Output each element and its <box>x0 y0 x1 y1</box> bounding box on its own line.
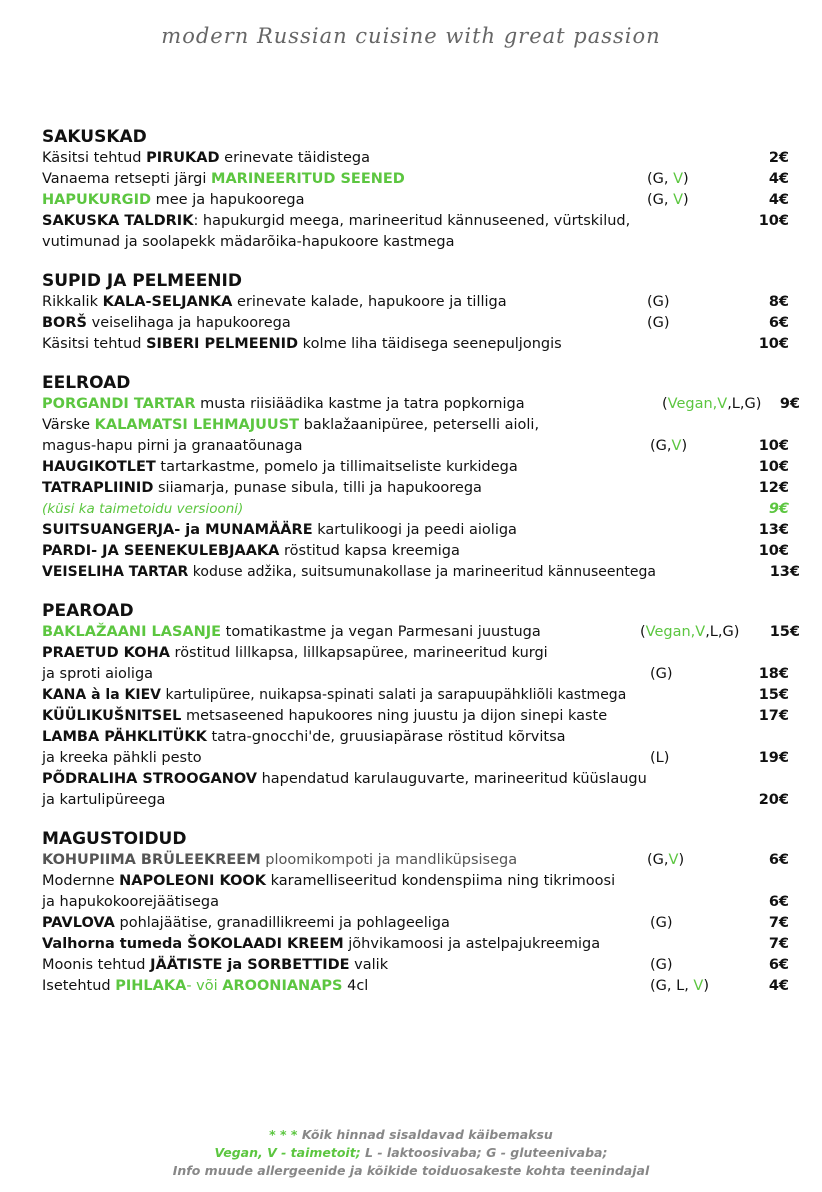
item-description: erinevate kalade, hapukoore ja tilliga <box>232 294 507 310</box>
item-description: musta riisiäädika kastme ja tatra popkorniga <box>195 396 525 412</box>
menu-item-continuation <box>42 436 802 457</box>
item-description: hapendatud karulauguvarte, marineeritud küüslaugu <box>257 771 647 787</box>
item-name: BORŠ <box>42 315 87 331</box>
menu-item-note <box>42 499 802 520</box>
item-description: 4cl <box>342 978 369 994</box>
tag-text: ) <box>678 852 685 868</box>
item-description: tartarkastme, pomelo ja tillimaitseliste kurkidega <box>155 459 518 475</box>
item-description: tatra-gnocchi'de, gruusiapärase röstitud kõrvitsa <box>206 729 566 745</box>
menu-item <box>42 292 802 313</box>
item-name: HAUGIKOTLET <box>42 459 156 475</box>
footer <box>0 1126 822 1180</box>
vat-note: Kõik hinnad sisaldavad käibemaksu <box>297 1127 553 1142</box>
tag-text: ) <box>683 192 689 208</box>
menu-item <box>42 643 802 664</box>
menu-item <box>42 706 802 727</box>
footer-line-legend <box>0 1144 822 1162</box>
section-title: EELROAD <box>42 373 131 393</box>
item-description: erinevate täidistega <box>219 150 370 166</box>
item-description: metsaseened hapukoores ning juustu ja dijon sinepi kaste <box>181 708 608 724</box>
item-price: 13€ <box>769 564 800 580</box>
tag-text: ) <box>703 978 710 994</box>
tag-text: (G, <box>647 852 669 868</box>
item-price: 7€ <box>768 936 789 952</box>
footer-line-info: Info muude allergeenide ja kõikide toiduosakeste kohta teenindajal <box>172 1163 650 1178</box>
item-name: TATRAPLIINID <box>42 480 154 496</box>
section-sakuskad <box>42 126 802 253</box>
item-prefix: Isetehtud <box>42 978 116 994</box>
item-tags: (G) <box>647 315 670 331</box>
item-name: HAPUKURGID <box>42 192 152 208</box>
item-description: kartulikoogi ja peedi aioliga <box>312 522 517 538</box>
item-name: KANA à la KIEV <box>42 687 162 703</box>
menu-item <box>42 211 802 232</box>
item-price: 4€ <box>768 171 789 187</box>
item-price: 4€ <box>768 978 789 994</box>
tag-vegan: V <box>671 438 682 454</box>
item-price: 20€ <box>758 792 789 808</box>
item-price: 9€ <box>768 501 789 517</box>
menu-item <box>42 415 802 436</box>
item-price: 7€ <box>768 915 789 931</box>
menu-item-continuation <box>42 232 802 253</box>
item-description: ja hapukokoorejäätisega <box>42 894 220 910</box>
menu-item <box>42 850 802 871</box>
tag-vegan: V <box>673 171 684 187</box>
item-tags <box>662 394 761 415</box>
item-price: 12€ <box>758 480 789 496</box>
item-price: 6€ <box>768 852 789 868</box>
tag-text: (G, <box>647 192 674 208</box>
menu-item-continuation <box>42 664 802 685</box>
item-connector: - või <box>186 978 223 994</box>
item-price: 8€ <box>768 294 789 310</box>
menu-item <box>42 313 802 334</box>
item-description: jõhvikamoosi ja astelpajukreemiga <box>343 936 601 952</box>
item-prefix: Rikkalik <box>42 294 103 310</box>
item-price: 15€ <box>758 687 789 703</box>
item-name: VEISELIHA TARTAR <box>42 564 189 580</box>
menu-item <box>42 913 802 934</box>
section-pearoad <box>42 600 802 811</box>
item-description: ploomikompoti ja mandliküpsisega <box>260 852 518 868</box>
item-price: 10€ <box>758 213 789 229</box>
item-name: AROONIANAPS <box>222 978 343 994</box>
menu <box>42 126 802 1014</box>
item-name: PÕDRALIHA STROOGANOV <box>42 771 257 787</box>
item-description: baklažaanipüree, peterselli aioli, <box>299 417 540 433</box>
menu-item <box>42 478 802 499</box>
menu-item <box>42 934 802 955</box>
menu-item <box>42 727 802 748</box>
item-description: mee ja hapukoorega <box>151 192 305 208</box>
menu-item <box>42 562 802 583</box>
section-title: MAGUSTOIDUD <box>42 829 187 849</box>
item-name: NAPOLEONI KOOK <box>119 873 266 889</box>
tag-text: (G, L, <box>650 978 694 994</box>
item-price: 6€ <box>768 957 789 973</box>
section-title: SUPID JA PELMEENID <box>42 271 242 291</box>
item-price: 18€ <box>758 666 789 682</box>
item-tags: (L) <box>650 750 670 766</box>
item-tags <box>650 436 687 457</box>
item-description: ja kreeka pähkli pesto <box>42 750 202 766</box>
item-description: vutimunad ja soolapekk mädarõika-hapukoore kastmega <box>42 234 455 250</box>
tag-text: ( <box>662 396 668 412</box>
tag-vegan: V <box>673 192 684 208</box>
item-description: : hapukurgid meega, marineeritud kännuseened, vürtskilud, <box>193 213 631 229</box>
item-name: SIBERI PELMEENID <box>146 336 299 352</box>
item-tags <box>647 190 689 211</box>
item-name: LAMBA PÄHKLITÜKK <box>42 729 207 745</box>
menu-item <box>42 394 802 415</box>
item-description: veiselihaga ja hapukoorega <box>87 315 291 331</box>
item-tags <box>647 169 689 190</box>
menu-item <box>42 871 802 892</box>
item-price: 9€ <box>779 396 800 412</box>
item-name: MARINEERITUD SEENED <box>211 171 405 187</box>
footer-line-vat <box>0 1126 822 1144</box>
item-name: KÜÜLIKUŠNITSEL <box>42 708 182 724</box>
item-prefix: Käsitsi tehtud <box>42 336 147 352</box>
menu-item <box>42 955 802 976</box>
item-tags <box>640 622 739 643</box>
item-name: SAKUSKA TALDRIK <box>42 213 194 229</box>
item-prefix: Vanaema retsepti järgi <box>42 171 212 187</box>
item-tags: (G) <box>650 666 673 682</box>
item-name: PAVLOVA <box>42 915 115 931</box>
item-price: 13€ <box>758 522 789 538</box>
menu-item-continuation <box>42 790 802 811</box>
item-tags: (G) <box>650 957 673 973</box>
menu-item <box>42 190 802 211</box>
item-description: röstitud lillkapsa, lillkapsapüree, marineeritud kurgi <box>169 645 548 661</box>
section-title: SAKUSKAD <box>42 127 147 147</box>
menu-item <box>42 520 802 541</box>
tag-text: ,L,G) <box>705 624 740 640</box>
item-price: 10€ <box>758 459 789 475</box>
tag-vegan: Vegan,V <box>645 624 706 640</box>
item-name: JÄÄTISTE ja SORBETTIDE <box>150 957 350 973</box>
item-name: PIHLAKA <box>115 978 187 994</box>
tag-text: ,L,G) <box>727 396 762 412</box>
item-price: 2€ <box>768 150 789 166</box>
item-tags: (G) <box>647 294 670 310</box>
item-price: 10€ <box>758 336 789 352</box>
section-title: PEAROAD <box>42 601 134 621</box>
item-name: KALA-SELJANKA <box>102 294 233 310</box>
item-description: siiamarja, punase sibula, tilli ja hapukoorega <box>153 480 482 496</box>
item-description: magus-hapu pirni ja granaatõunaga <box>42 438 303 454</box>
item-prefix: Käsitsi tehtud <box>42 150 147 166</box>
item-description: kartulipüree, nuikapsa-spinati salati ja sarapuupähkliõli kastmega <box>161 687 627 703</box>
legend-allergens: L - laktoosivaba; G - gluteenivaba; <box>365 1145 608 1160</box>
item-description: ja sproti aioliga <box>42 666 154 682</box>
item-tags: (G) <box>650 915 673 931</box>
tag-text: ( <box>640 624 646 640</box>
menu-item <box>42 541 802 562</box>
tag-text: (G, <box>650 438 672 454</box>
stars: * * * <box>269 1127 298 1142</box>
item-name: PRAETUD KOHA <box>42 645 170 661</box>
item-name: PORGANDI TARTAR <box>42 396 196 412</box>
item-prefix: Modernne <box>42 873 120 889</box>
menu-item <box>42 622 802 643</box>
item-description: ja kartulipüreega <box>42 792 166 808</box>
item-description: röstitud kapsa kreemiga <box>279 543 460 559</box>
item-prefix: Värske <box>42 417 95 433</box>
vegetarian-note: (küsi ka taimetoidu versiooni) <box>42 501 244 517</box>
tag-text: ) <box>681 438 688 454</box>
item-price: 17€ <box>758 708 789 724</box>
item-prefix: Moonis tehtud <box>42 957 151 973</box>
item-description: kolme liha täidisega seenepuljongis <box>298 336 562 352</box>
item-name: SUITSUANGERJA- ja MUNAMÄÄRE <box>42 522 313 538</box>
item-description: koduse adžika, suitsumunakollase ja marineeritud kännuseentega <box>188 564 656 580</box>
item-description: pohlajäätise, granadillikreemi ja pohlageeliga <box>114 915 450 931</box>
menu-item <box>42 169 802 190</box>
tag-text: (G, <box>647 171 674 187</box>
item-price: 4€ <box>768 192 789 208</box>
menu-item <box>42 457 802 478</box>
item-description: valik <box>349 957 389 973</box>
section-supid <box>42 270 802 355</box>
item-price: 15€ <box>769 624 800 640</box>
item-name: BAKLAŽAANI LASANJE <box>42 624 222 640</box>
item-name: KALAMATSI LEHMAJUUST <box>94 417 300 433</box>
item-name: PIRUKAD <box>146 150 220 166</box>
item-price: 10€ <box>758 438 789 454</box>
menu-item <box>42 148 802 169</box>
section-eelroad <box>42 372 802 583</box>
item-name: Valhorna tumeda ŠOKOLAADI KREEM <box>42 936 344 952</box>
item-price: 6€ <box>768 315 789 331</box>
item-price: 19€ <box>758 750 789 766</box>
item-description: karamelliseeritud kondenspiima ning tikrimoosi <box>265 873 616 889</box>
item-price: 6€ <box>768 894 789 910</box>
menu-item <box>42 769 802 790</box>
item-price: 10€ <box>758 543 789 559</box>
item-tags <box>650 976 709 997</box>
legend-vegan: Vegan, V - taimetoit; <box>214 1145 366 1160</box>
section-magustoidud <box>42 828 802 997</box>
menu-item <box>42 976 802 997</box>
menu-item-continuation <box>42 892 802 913</box>
item-tags <box>647 850 684 871</box>
menu-item <box>42 334 802 355</box>
tag-vegan: V <box>693 978 704 994</box>
menu-item-continuation <box>42 748 802 769</box>
item-name: KOHUPIIMA BRÜLEEKREEM <box>42 852 261 868</box>
tag-vegan: Vegan,V <box>667 396 728 412</box>
tagline: modern Russian cuisine with great passion <box>161 24 661 48</box>
tag-vegan: V <box>668 852 679 868</box>
tag-text: ) <box>683 171 689 187</box>
item-name: PARDI- JA SEENEKULEBJAAKA <box>42 543 280 559</box>
item-description: tomatikastme ja vegan Parmesani juustuga <box>221 624 541 640</box>
menu-item <box>42 685 802 706</box>
